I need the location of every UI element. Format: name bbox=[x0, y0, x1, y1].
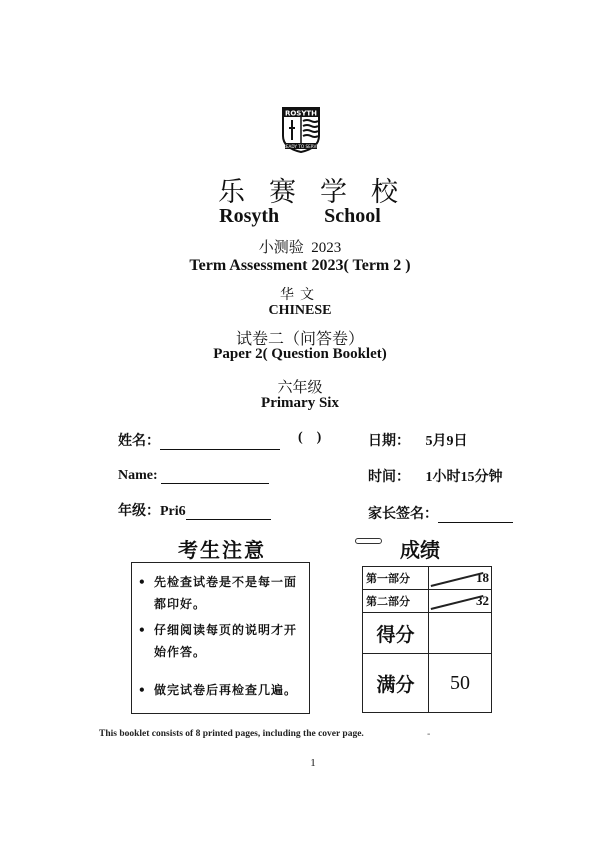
page-number: 1 bbox=[310, 757, 316, 769]
grade-row-label: 第二部分 bbox=[363, 590, 429, 613]
table-row bbox=[363, 590, 492, 613]
table-row bbox=[363, 654, 492, 713]
english-name-line[interactable] bbox=[161, 469, 269, 484]
booklet-page-note: This booklet consists of 8 printed pages, including the cover page. bbox=[99, 729, 364, 739]
subject-english: CHINESE bbox=[268, 303, 332, 318]
school-name-english: Rosyth School bbox=[219, 205, 381, 227]
chinese-name-field[interactable] bbox=[118, 430, 280, 450]
grade-row-value: 32 bbox=[429, 590, 492, 613]
assessment-title-chinese: 小测验 2023 bbox=[258, 240, 342, 256]
grade-row-value: 50 bbox=[429, 654, 492, 713]
chinese-name-line[interactable] bbox=[160, 435, 280, 450]
grades-title: 成绩 bbox=[400, 538, 440, 562]
footer-dash: - bbox=[427, 729, 431, 740]
grade-row-label: 满分 bbox=[363, 654, 429, 713]
grade-row-label: 第一部分 bbox=[363, 567, 429, 590]
grade-row-label: 得分 bbox=[363, 613, 429, 654]
time-label: 时间： bbox=[368, 470, 410, 485]
notice-title: 考生注意 bbox=[178, 538, 266, 562]
bullet-icon: • bbox=[138, 575, 146, 589]
assessment-title-english: Term Assessment 2023( Term 2 ) bbox=[189, 257, 411, 274]
grade-field bbox=[118, 500, 271, 520]
paper-title-english: Paper 2( Question Booklet) bbox=[213, 346, 387, 362]
notice-box: • 先检查试卷是不是每一面都印好。 • 仔细阅读每页的说明才开始作答。 • 做完试卷后再检查几遍。 bbox=[131, 562, 310, 714]
chinese-name-label: 姓名： bbox=[118, 434, 160, 449]
svg-text:ROSYTH: ROSYTH bbox=[284, 109, 318, 118]
school-crest-icon bbox=[281, 106, 321, 154]
english-name-field[interactable] bbox=[118, 468, 269, 484]
level-chinese: 六年级 bbox=[277, 378, 323, 396]
time-value: 1小时15分钟 bbox=[425, 470, 503, 485]
grade-line bbox=[186, 505, 271, 520]
parent-signature-field[interactable] bbox=[368, 503, 513, 523]
time-field bbox=[368, 466, 503, 486]
grade-value: Pri6 bbox=[160, 504, 186, 519]
level-english: Primary Six bbox=[261, 395, 339, 411]
grades-table bbox=[362, 566, 492, 713]
school-name-chinese: 乐赛学校 bbox=[218, 177, 422, 208]
english-name-label: Name: bbox=[118, 468, 158, 483]
grade-row-value: 18 bbox=[429, 567, 492, 590]
subject-chinese: 华文 bbox=[280, 287, 320, 303]
bullet-icon: • bbox=[138, 623, 146, 637]
dash-mark-icon bbox=[355, 538, 382, 544]
table-row bbox=[363, 613, 492, 654]
date-field bbox=[368, 430, 468, 450]
date-label: 日期： bbox=[368, 434, 410, 449]
score-input-cell[interactable] bbox=[429, 613, 492, 654]
grade-label: 年级： bbox=[118, 504, 160, 519]
parent-signature-label: 家长签名： bbox=[368, 507, 438, 522]
paper-title-chinese: 试卷二（问答卷） bbox=[235, 329, 364, 348]
date-value: 5月9日 bbox=[425, 434, 468, 449]
bullet-icon: • bbox=[138, 683, 146, 697]
parent-signature-line[interactable] bbox=[438, 508, 513, 523]
svg-text:READY TO SERVE: READY TO SERVE bbox=[283, 144, 319, 149]
class-number-brackets[interactable]: ( ) bbox=[298, 430, 322, 445]
table-row bbox=[363, 567, 492, 590]
